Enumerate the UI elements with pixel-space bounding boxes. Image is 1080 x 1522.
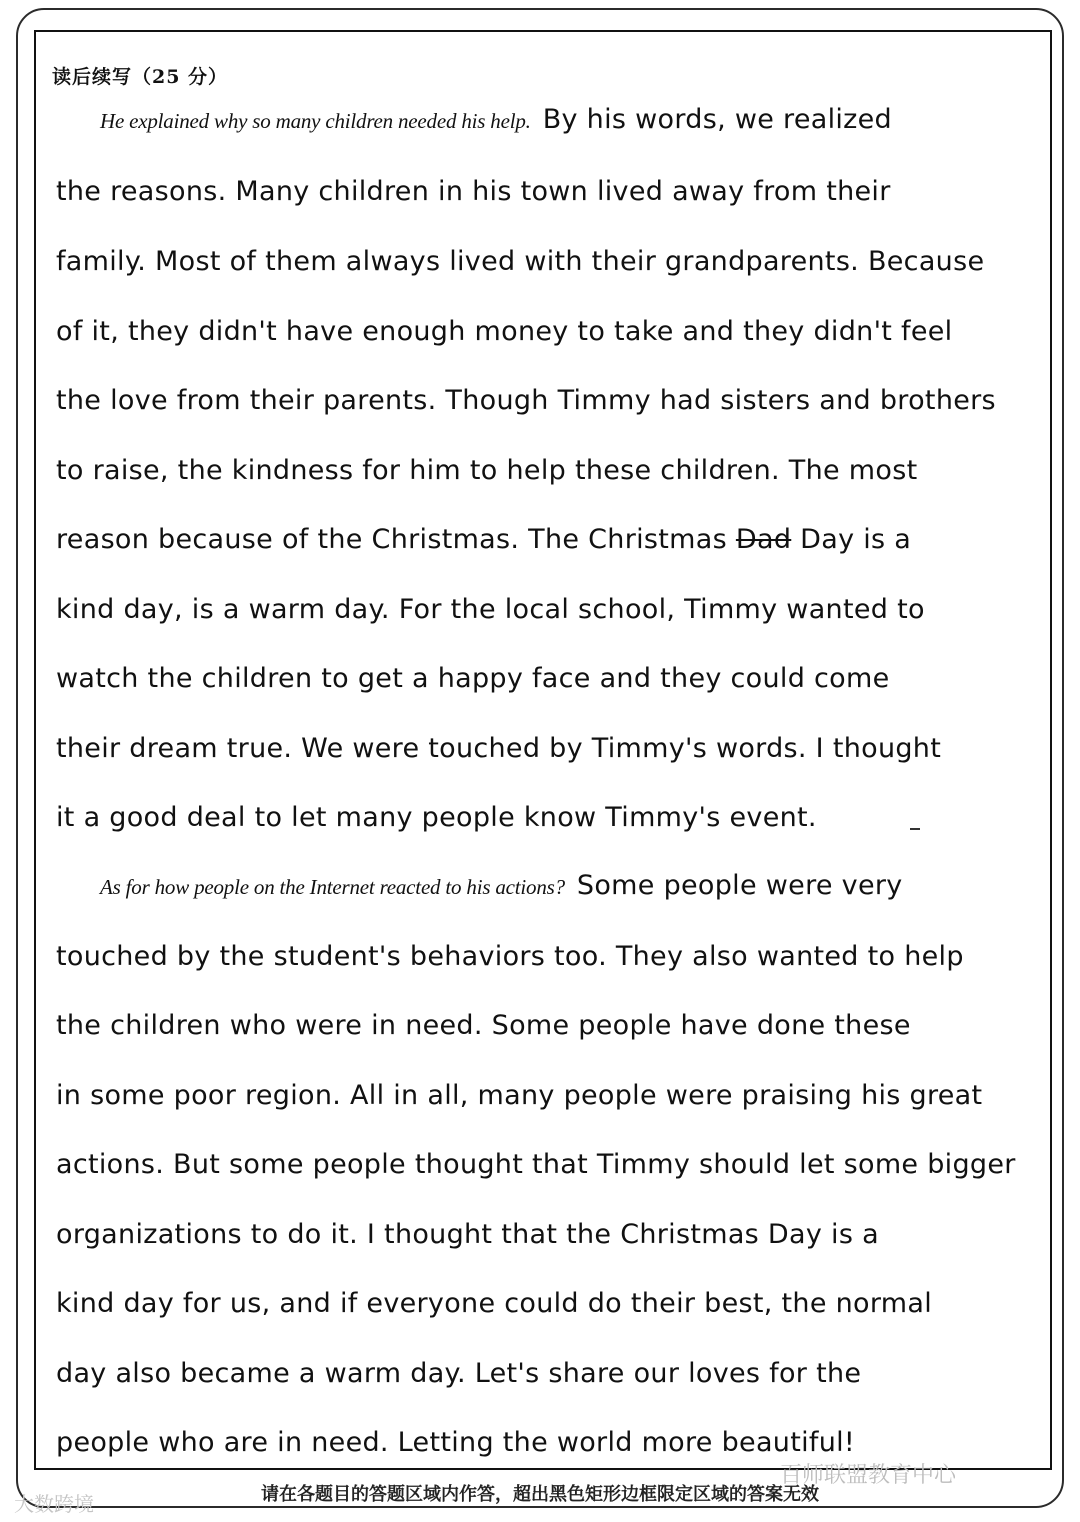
para2-line-7: kind day for us, and if everyone could do their best, the normal: [56, 1288, 933, 1319]
para2-line-5: actions. But some people thought that Timmy should let some bigger: [56, 1149, 1016, 1180]
para2-line-2: touched by the student's behaviors too. They also wanted to help: [56, 941, 964, 972]
para1-prompt: He explained why so many children needed his help.: [100, 109, 531, 133]
para2-line-8: day also became a warm day. Let's share our loves for the: [56, 1358, 862, 1389]
section-heading: 读后续写（25 分）: [52, 66, 229, 88]
para1-line-11: it a good deal to let many people know Timmy's event.: [56, 802, 817, 833]
para1-line-7-text: reason because of the Christmas. The Christmas: [56, 524, 727, 555]
footer-instruction: 请在各题目的答题区域内作答，超出黑色矩形边框限定区域的答案无效: [261, 1484, 819, 1505]
para2-prompt: As for how people on the Internet reacted to his actions?: [100, 875, 565, 899]
para1-line-1: [56, 104, 892, 135]
para1-line-4: of it, they didn't have enough money to take and they didn't feel: [56, 316, 953, 347]
para2-line-1: [56, 870, 903, 901]
para1-line-7-tail: Day is a: [800, 524, 912, 555]
para1-line-2: the reasons. Many children in his town lived away from their: [56, 176, 891, 207]
para1-line-3: family. Most of them always lived with their grandparents. Because: [56, 246, 985, 277]
para1-line-7: [56, 524, 911, 555]
para2-line-4: in some poor region. All in all, many people were praising his great: [56, 1080, 983, 1111]
para1-line-10: their dream true. We were touched by Timmy's words. I thought: [56, 733, 942, 764]
para2-line-6: organizations to do it. I thought that the Christmas Day is a: [56, 1219, 879, 1250]
stray-mark: [910, 828, 920, 830]
watermark-right: 百师联盟教育中心: [780, 1463, 957, 1488]
para1-line-8: kind day, is a warm day. For the local school, Timmy wanted to: [56, 594, 925, 625]
para1-line-5: the love from their parents. Though Timmy had sisters and brothers: [56, 385, 996, 416]
para1-line-6: to raise, the kindness for him to help these children. The most: [56, 455, 918, 486]
para2-line-9: people who are in need. Letting the world more beautiful!: [56, 1427, 856, 1458]
struck-word: Dad: [735, 524, 792, 555]
para1-line-1-text: By his words, we realized: [542, 104, 892, 135]
watermark-left: 大数跨境: [14, 1492, 94, 1516]
para2-line-3: the children who were in need. Some people have done these: [56, 1010, 911, 1041]
para2-line-1-text: Some people were very: [576, 870, 903, 901]
para1-line-9: watch the children to get a happy face and they could come: [56, 663, 890, 694]
